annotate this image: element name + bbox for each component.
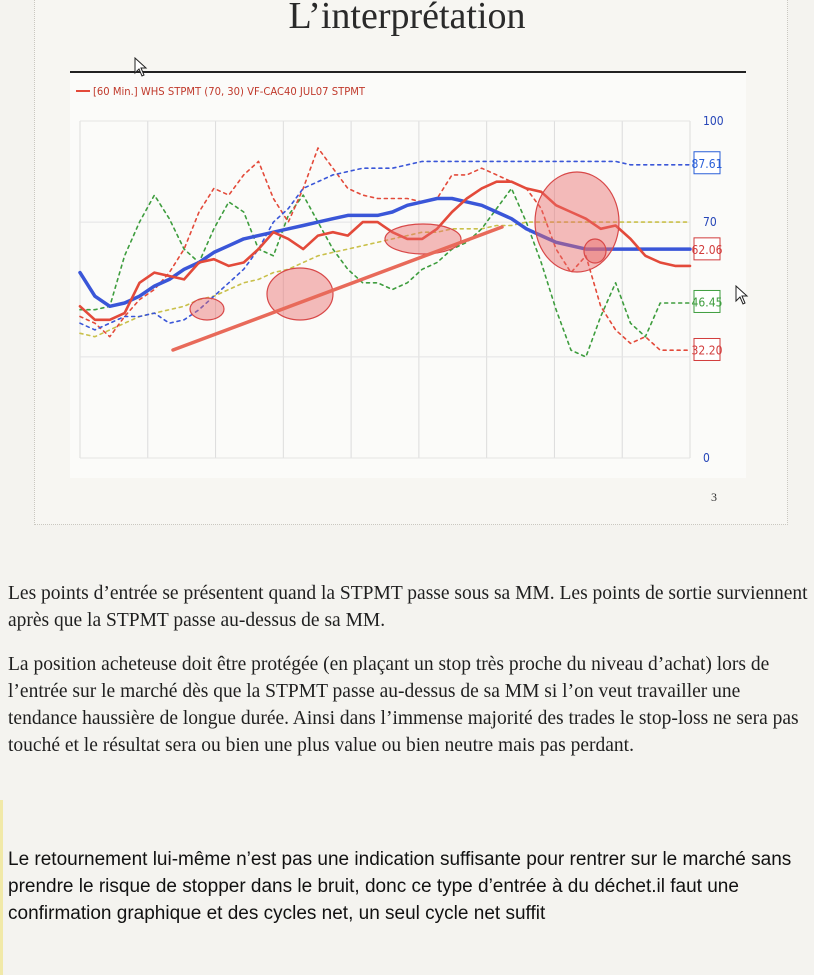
y-badge-label: 87.61 xyxy=(691,156,723,171)
highlight-ellipse-1 xyxy=(190,298,224,320)
highlight-ellipse-4 xyxy=(535,172,619,272)
paragraph-reversal: Le retournement lui-même n’est pas une indication suffisante pour rentrer sur le marché sans prendre le risque de stopper dans le bruit, donc ce type d’entrée à du déchet.il faut une confirmation graphique et des cycles net, un seul cycle net suffit xyxy=(8,849,792,924)
y-badge-label: 46.45 xyxy=(691,295,723,310)
y-badge-label: 62.06 xyxy=(691,242,723,257)
chart-legend xyxy=(76,85,366,98)
stpmt-chart xyxy=(70,73,746,478)
page-number: 3 xyxy=(711,490,717,504)
mouse-cursor-icon xyxy=(134,57,148,77)
y-badge-label: 32.20 xyxy=(691,343,723,358)
y-tick-label: 0 xyxy=(703,451,710,465)
margin-highlight xyxy=(0,800,3,975)
paragraph-long-position: La position acheteuse doit être protégée (en plaçant un stop très proche du niveau d’achat) lors de l’entrée sur le marché dès que la STPMT passe au-dessus de sa MM si l’on veut travailler une tendance haussière de longue durée. Ainsi dans l’immense majorité des trades le stop-loss ne sera pas touché et le résultat sera ou bien une plus value ou bien neutre mais pas perdant. xyxy=(8,654,799,756)
paragraph-entry-exit: Les points d’entrée se présentent quand la STPMT passe sous sa MM. Les points de sortie surviennent après que la STPMT passe au-dessus de sa MM. xyxy=(8,583,808,631)
slide-title: L’interprétation xyxy=(288,0,526,37)
highlight-ellipse-5 xyxy=(584,239,606,263)
y-tick-label: 70 xyxy=(703,215,717,230)
y-tick-label: 100 xyxy=(703,114,724,128)
mouse-cursor-icon-2 xyxy=(735,285,749,305)
highlight-ellipse-3 xyxy=(385,224,461,254)
legend-text: [60 Min.] WHS STPMT (70, 30) VF-CAC40 JUL07 STPMT xyxy=(93,85,366,98)
